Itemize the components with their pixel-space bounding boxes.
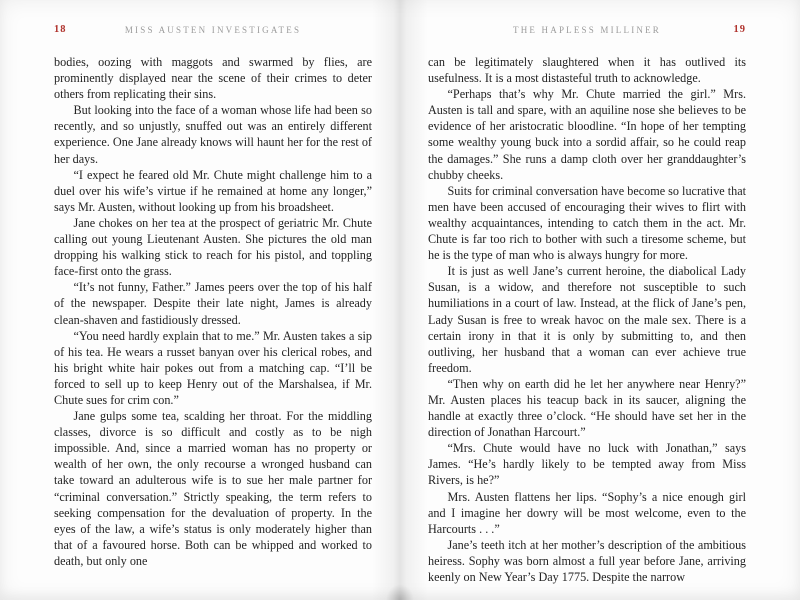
paragraph: “Perhaps that’s why Mr. Chute married the girl.” Mrs. Austen is tall and spare, with an aquiline nose she believes to be evidence of her aristocratic bloodline. “In hope of her tempting some wealthy young buck into a sordid affair, so he could reap the damages.” She runs a damp cloth over her granddaughter’s chubby cheeks. — [428, 87, 746, 182]
right-running-header: THE HAPLESS MILLINER — [513, 25, 661, 35]
left-page-number: 18 — [54, 24, 67, 35]
paragraph: “I expect he feared old Mr. Chute might challenge him to a duel over his wife’s virtue if he remained at home any longer,” says Mr. Austen, without looking up from his broadsheet. — [54, 167, 372, 214]
paragraph: Jane gulps some tea, scalding her throat. For the middling classes, divorce is so difficult and costly as to be nigh impossible. And, since a married woman has no property or wealth of her own, the only recourse a wronged husband can take toward an adulterous wife is to sue her male partner for “criminal conversation.” Strictly speaking, the term refers to seeking compensation for the devaluation of property. In the eyes of the law, a wife’s status is only moderately higher than that of a favoured horse. Both can be whipped and worked to death, but only one — [54, 409, 372, 568]
book-spine-shadow — [372, 0, 428, 600]
right-page-header — [428, 22, 746, 38]
paragraph: Jane’s teeth itch at her mother’s description of the ambitious heiress. Sophy was born almost a full year before Jane, arriving keenly on New Year’s Day 1775. Despite the narrow — [428, 537, 746, 584]
right-page — [428, 0, 746, 600]
right-page-body — [428, 54, 746, 585]
paragraph: It is just as well Jane’s current heroine, the diabolical Lady Susan, is a widow, and therefore not susceptible to such humiliations in a court of law. Instead, at the flick of Jane’s pen, Lady Susan is free to wreak havoc on the male sex. There is a certain irony in that it is only by submitting to, and then outliving, her husband that a woman can ever achieve true freedom. — [428, 264, 746, 375]
right-page-number: 19 — [733, 24, 746, 35]
paragraph: But looking into the face of a woman whose life had been so recently, and so unjustly, snuffed out was an entirely different experience. One Jane already knows will haunt her for the rest of her days. — [54, 103, 372, 166]
paragraph: bodies, oozing with maggots and swarmed by flies, are prominently displayed near the scene of their crimes to deter others from replicating their sins. — [54, 55, 372, 102]
paragraph: Jane chokes on her tea at the prospect of geriatric Mr. Chute calling out young Lieutenant Austen. She pictures the old man dropping his walking stick to reach for his pistol, and toppling face-first onto the grass. — [54, 215, 372, 279]
paragraph: “It’s not funny, Father.” James peers over the top of his half of the newspaper. Despite their late night, James is already clean-shaven and fastidiously dressed. — [54, 280, 372, 327]
left-page-header — [54, 22, 372, 38]
left-page — [54, 0, 372, 600]
left-page-body — [54, 54, 372, 569]
paragraph: “Mrs. Chute would have no luck with Jonathan,” says James. “He’s hardly likely to be tempted away from Miss Rivers, is he?” — [428, 441, 746, 488]
paragraph: Suits for criminal conversation have become so lucrative that men have been accused of encouraging their wives to flirt with wealthy acquaintances, intending to catch them in the act. Mr. Chute is far too rich to bother with such a tiresome scheme, but he is the type of man who is always hungry for more. — [428, 183, 747, 263]
paragraph: “You need hardly explain that to me.” Mr. Austen takes a sip of his tea. He wears a russet banyan over his clerical robes, and his bright white hair pokes out from a matching cap. “I’ll be forced to sell up to keep Henry out of the Marshalsea, if Mr. Chute sues for crim con.” — [54, 328, 372, 407]
paragraph: can be legitimately slaughtered when it has outlived its usefulness. It is a most distasteful truth to acknowledge. — [428, 55, 746, 86]
book-gutter-shadow — [386, 584, 414, 600]
left-running-header: MISS AUSTEN INVESTIGATES — [124, 25, 302, 35]
paragraph: “Then why on earth did he let her anywhere near Henry?” Mr. Austen places his teacup back in its saucer, aligning the handle at exactly three o’clock. “He should have set her in the direction of Jonathan Harcourt.” — [428, 376, 746, 440]
paragraph: Mrs. Austen flattens her lips. “Sophy’s a nice enough girl and I imagine her dowry will be most welcome, even to the Harcourts . . .” — [428, 489, 746, 536]
